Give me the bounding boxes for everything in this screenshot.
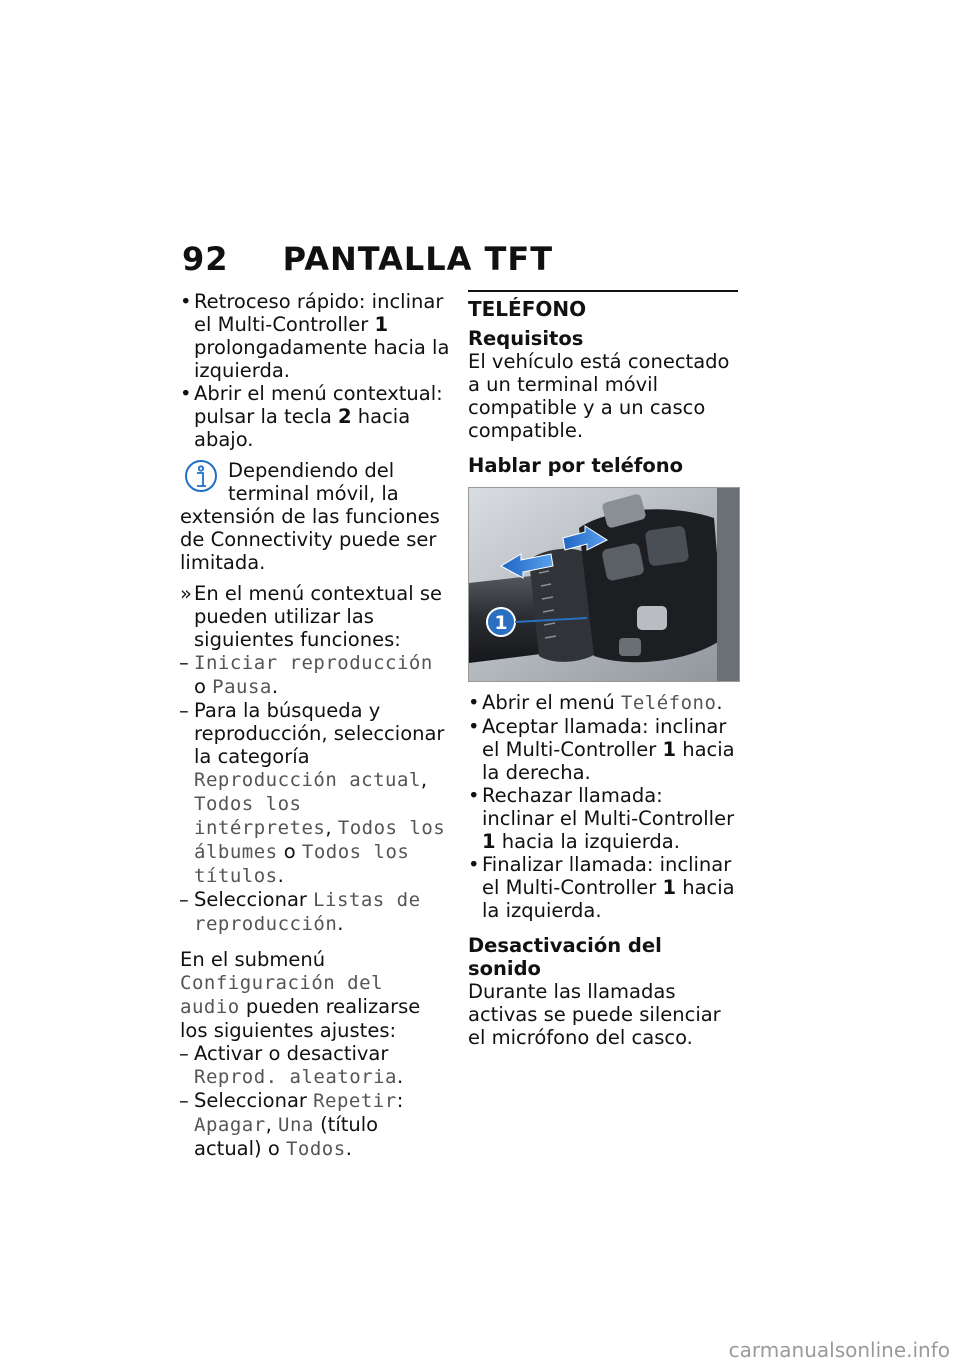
- list-item: • Retroceso rápido: inclinar el Multi-Controller 1 prolongadamente hacia la izquierda.: [180, 290, 450, 382]
- list-item: – Seleccionar Listas de reproducción.: [180, 888, 450, 936]
- bullet-list-top: [180, 290, 450, 451]
- submenu-intro: En el submenú Configuración del audio pueden realizarse los siguientes ajustes:: [180, 948, 421, 1042]
- list-item: – Iniciar reproducción o Pausa.: [180, 651, 450, 699]
- list-item: • Abrir el menú Teléfono.: [468, 691, 738, 715]
- list-item: – Activar o desactivar Reprod. aleatoria.: [180, 1042, 450, 1089]
- mute-text: Durante las llamadas activas se puede silenciar el micrófono del casco.: [468, 980, 721, 1049]
- page-number: 92: [182, 240, 229, 278]
- dash-list-audio: [180, 1042, 450, 1161]
- info-icon: [182, 459, 220, 499]
- step-item: » En el menú contextual se pueden utilizar las siguientes funciones:: [180, 582, 450, 651]
- left-column: [180, 290, 450, 1161]
- list-item: • Finalizar llamada: inclinar el Multi-Controller 1 hacia la izquierda.: [468, 853, 738, 922]
- list-item: • Abrir el menú contextual: pulsar la tecla 2 hacia abajo.: [180, 382, 450, 451]
- list-item: • Rechazar llamada: inclinar el Multi-Controller 1 hacia la izquierda.: [468, 784, 738, 853]
- list-item: • Aceptar llamada: inclinar el Multi-Controller 1 hacia la derecha.: [468, 715, 738, 784]
- mute-heading: Desactivación del sonido: [468, 934, 662, 980]
- page-title: PANTALLA TFT: [282, 240, 554, 278]
- list-item: – Para la búsqueda y reproducción, seleccionar la categoría Reproducción actual, Todos los intérpretes, Todos los álbumes o Todos los títulos.: [180, 699, 450, 888]
- requirements-heading: Requisitos: [468, 327, 584, 350]
- photo-label-1: 1: [494, 612, 508, 634]
- right-column: [468, 290, 738, 1049]
- call-bullets: [468, 691, 738, 922]
- list-item: – Seleccionar Repetir: Apagar, Una (título actual) o Todos.: [180, 1089, 450, 1161]
- page-header: [182, 240, 553, 278]
- dash-list-functions: [180, 651, 450, 936]
- requirements-text: El vehículo está conectado a un terminal móvil compatible y a un casco compatible.: [468, 350, 730, 442]
- info-note: [180, 459, 450, 574]
- call-heading: Hablar por teléfono: [468, 454, 684, 477]
- section-title: TELÉFONO: [468, 290, 738, 321]
- watermark: carmanualsonline.info: [728, 1338, 950, 1362]
- info-text: Dependiendo del terminal móvil, la extensión de las funciones de Connectivity puede ser limitada.: [180, 459, 440, 574]
- handlebar-controller-photo: [468, 487, 740, 682]
